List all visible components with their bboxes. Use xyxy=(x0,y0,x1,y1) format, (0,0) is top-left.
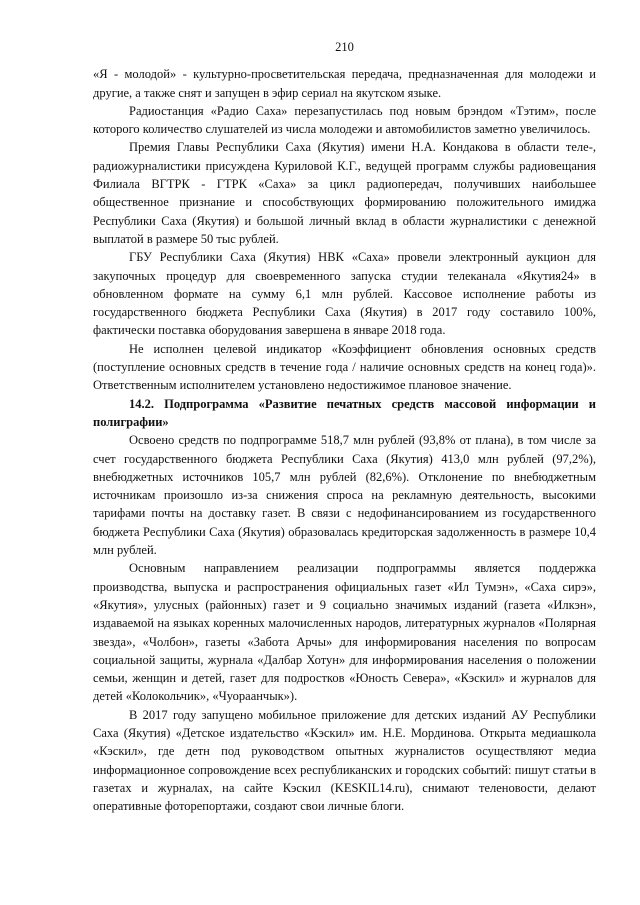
paragraph-radio-sakha: Радиостанция «Радио Саха» перезапустилась под новым брэндом «Тэтим», после которого количество слушателей из числа молодежи и автомобилистов заметно увеличилось. xyxy=(93,103,596,137)
document-page xyxy=(93,38,596,815)
paragraph-mobile-app: В 2017 году запущено мобильное приложение для детских изданий АУ Республики Саха (Якутия) «Детское издательство «Кэскил» им. Н.Е. Мординова. Открыта медиашкола «Кэскил», где детн под руководством опытных журналистов осуществляют медиа информационное сопровождение всех республиканских и городских событий: пишут статьи в газетах и журналах, на сайте Кэскил (KESKIL14.ru), снимают теленовости, делают оперативные фоторепортажи, создают свои личные блоги. xyxy=(93,707,596,814)
section-heading: 14.2. Подпрограмма «Развитие печатных средств массовой информации и полиграфии» xyxy=(93,396,596,429)
paragraph-osvoeno: Освоено средств по подпрограмме 518,7 млн рублей (93,8% от плана), в том числе за счет государственного бюджета Республики Саха (Якутия) 413,0 млн рублей (97,2%), внебюджетных источников 105,7 млн рублей (82,6%). Отклонение по внебюджетным источникам произошло из-за снижения спроса на рекламную деятельность, высокими тарифами почты на доставку газет. В связи с недофинансированием из государственного бюджета Республики Саха (Якутия) образовалась кредиторская задолженность в размере 10,4 млн рублей. xyxy=(93,433,596,558)
paragraph-molodoy: «Я - молодой» - культурно-просветительская передача, предназначенная для молодежи и другие, а также снят и запущен в эфир сериал на якутском языке. xyxy=(93,67,596,100)
page-number: 210 xyxy=(335,40,354,54)
paragraph-premiya: Премия Главы Республики Саха (Якутия) имени Н.А. Кондакова в области теле-, радиожурналистики присуждена Куриловой К.Г., ведущей программ службы радиовещания Филиала ВГТРК - ГТРК «Саха» за цикл радиопередач, получивших наибольшее общественное признание и способствующих формированию положительного имиджа Республики Саха (Якутия) и большой личный вклад в области журналистики с денежной выплатой в размере 50 тыс рублей. xyxy=(93,140,596,246)
paragraph-napravlenie: Основным направлением реализации подпрограммы является поддержка производства, выпуска и распространения официальных газет «Ил Тумэн», «Саха сирэ», «Якутия», улусных (районных) газет и 9 социально значимых изданий (газета «Илкэн», издаваемой на языках коренных малочисленных народов, литературных журналов «Полярная звезда», «Чолбон», газеты «Забота Арчы» для информирования населения по вопросам социальной защиты, журнала «Далбар Хотун» для информирования населения о положении семьи, женщин и детей, газет для подростков «Юность Севера», «Кэскил» и журналов для детей «Колокольчик», «Чуораанчык»). xyxy=(93,561,596,704)
paragraph-indicator: Не исполнен целевой индикатор «Коэффициент обновления основных средств (поступление основных средств в течение года / наличие основных средств на конец года)». Ответственным исполнителем установлено недостижимое плановое значение. xyxy=(93,341,596,393)
paragraph-nvk-sakha: ГБУ Республики Саха (Якутия) НВК «Саха» провели электронный аукцион для закупочных процедур для своевременного запуска студии телеканала «Якутия24» в обновленном формате на сумму 6,1 млн рублей. Кассовое исполнение работы из государственного бюджета Республики Саха (Якутия) в 2017 году составило 100%, фактически поставка оборудования завершена в январе 2018 года. xyxy=(93,250,596,338)
